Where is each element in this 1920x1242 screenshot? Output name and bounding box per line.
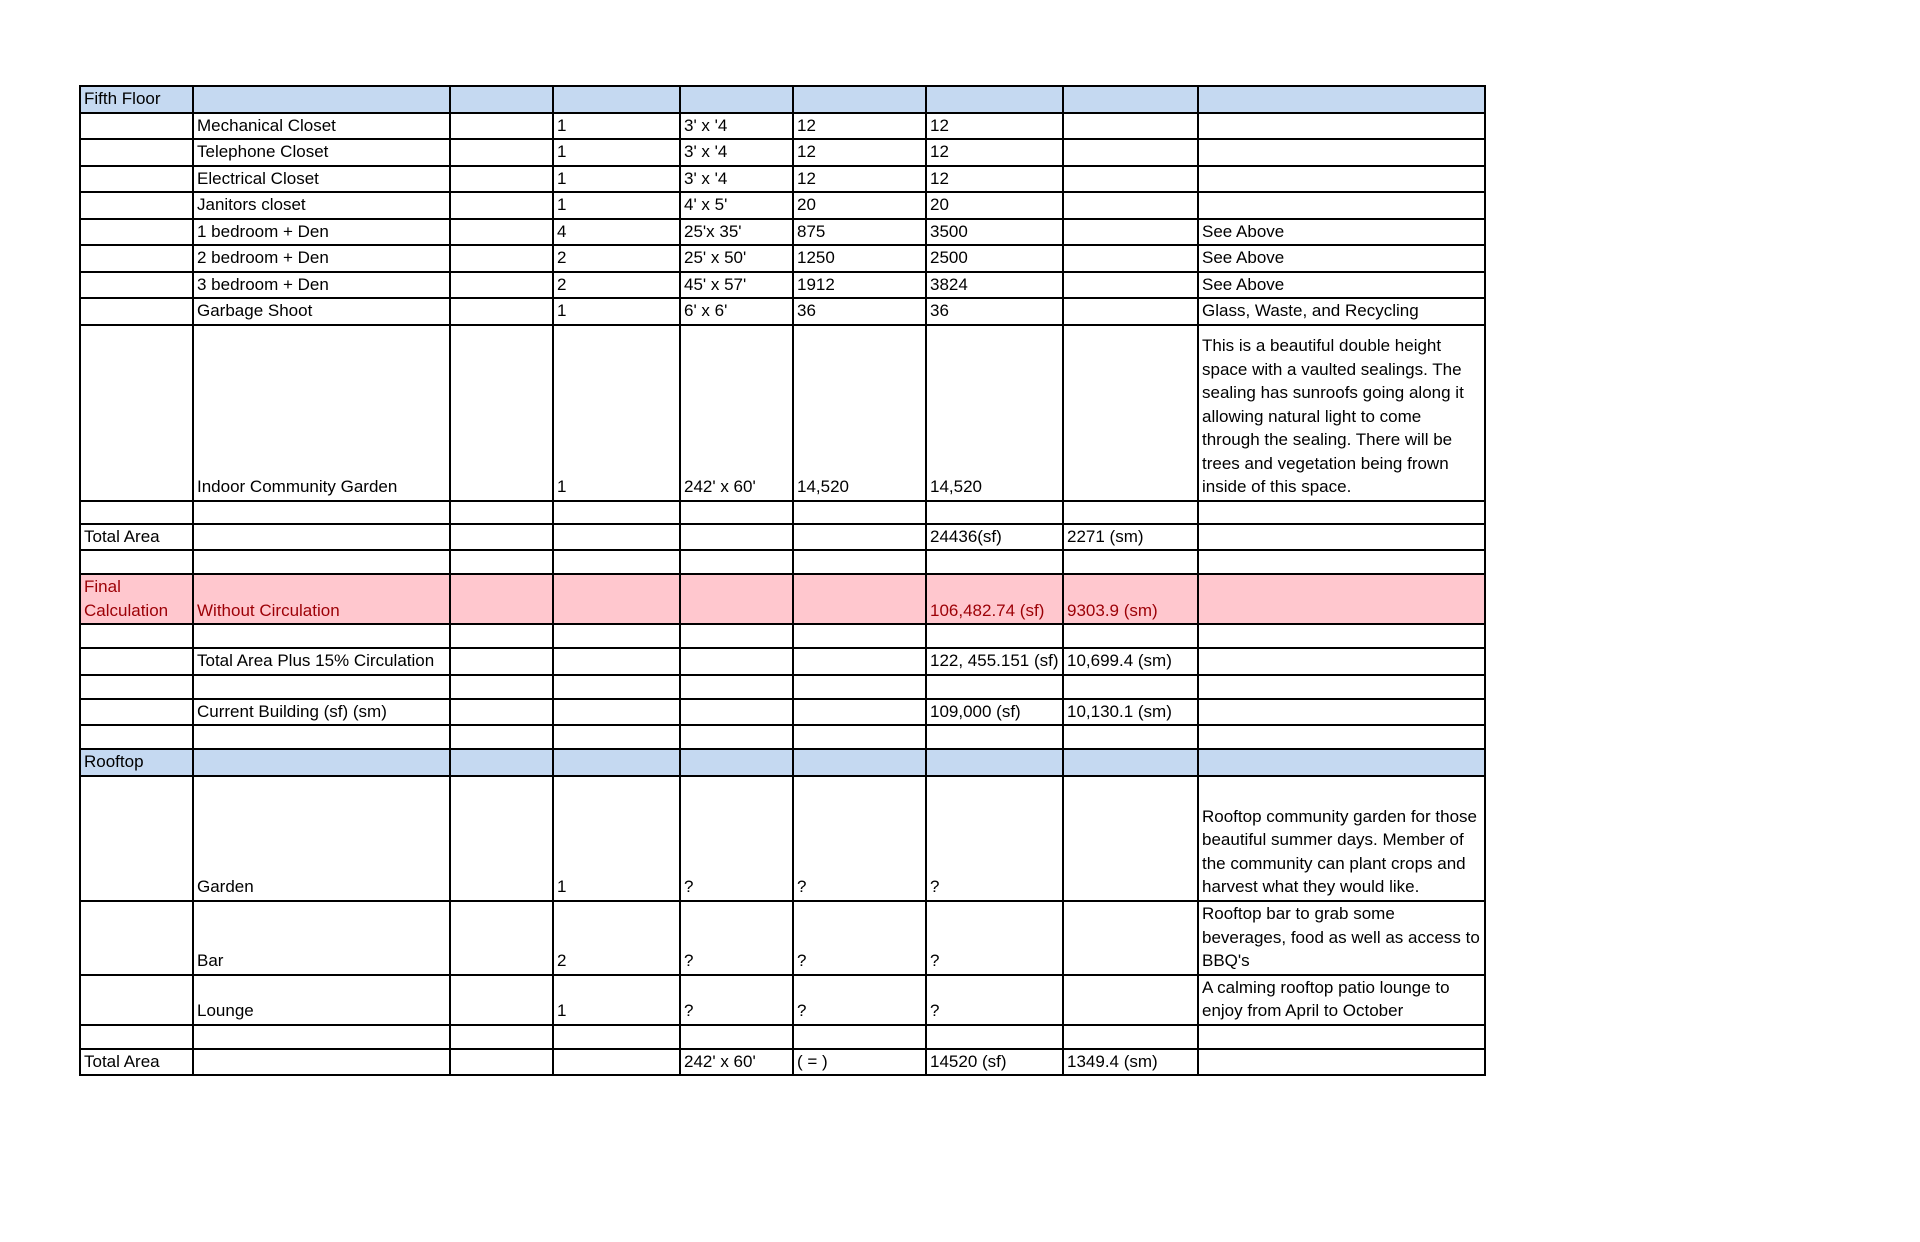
cell[interactable] (1063, 749, 1198, 776)
cell[interactable] (80, 166, 193, 193)
cell[interactable] (680, 699, 793, 726)
without-circulation-sm[interactable]: 9303.9 (sm) (1063, 574, 1198, 624)
cell[interactable] (680, 725, 793, 749)
section-header-fifth-floor (80, 86, 1485, 113)
cell[interactable] (80, 1025, 193, 1049)
note-cell[interactable] (1198, 192, 1485, 219)
note-cell[interactable]: This is a beautiful double height space with a vaulted sealings. The sealing has sunroofs going along it allowing natural light to come through the sealing. There will be trees and vegetation being frown inside of this space. (1198, 325, 1485, 501)
total-area-cell[interactable]: 36 (926, 298, 1063, 325)
total-area-cell[interactable]: 3500 (926, 219, 1063, 246)
unit-area-cell[interactable]: ? (793, 975, 926, 1025)
cell[interactable] (1198, 675, 1485, 699)
without-circulation-label[interactable]: Without Circulation (193, 574, 450, 624)
room-name-cell[interactable]: Telephone Closet (193, 139, 450, 166)
cell[interactable] (1063, 501, 1198, 524)
cell[interactable] (450, 725, 553, 749)
dimensions-cell[interactable]: 45' x 57' (680, 272, 793, 299)
dimensions-cell[interactable]: 242' x 60' (680, 1049, 793, 1076)
empty-row (80, 501, 1485, 524)
cell[interactable] (193, 86, 450, 113)
cell[interactable] (450, 113, 553, 140)
unit-area-cell[interactable]: ? (793, 901, 926, 975)
section-header-rooftop (80, 749, 1485, 776)
cell[interactable] (1063, 86, 1198, 113)
cell[interactable] (793, 699, 926, 726)
cell[interactable] (450, 675, 553, 699)
cell[interactable] (926, 1025, 1063, 1049)
table-row (80, 192, 1485, 219)
cell[interactable] (926, 501, 1063, 524)
cell[interactable] (1063, 725, 1198, 749)
cell[interactable] (80, 501, 193, 524)
cell[interactable] (553, 749, 680, 776)
cell[interactable] (80, 648, 193, 675)
cell[interactable] (450, 1025, 553, 1049)
unit-area-cell[interactable]: 1250 (793, 245, 926, 272)
room-name-cell[interactable]: 3 bedroom + Den (193, 272, 450, 299)
square-meters-cell[interactable] (1063, 113, 1198, 140)
cell[interactable] (680, 675, 793, 699)
cell[interactable] (1198, 574, 1485, 624)
cell[interactable] (80, 624, 193, 648)
cell[interactable] (193, 1049, 450, 1076)
unit-area-cell[interactable] (793, 524, 926, 551)
quantity-cell[interactable]: 2 (553, 245, 680, 272)
cell[interactable] (193, 749, 450, 776)
circulation-sf[interactable]: 122, 455.151 (sf) (926, 648, 1063, 675)
unit-area-cell[interactable]: ? (793, 776, 926, 901)
cell[interactable] (553, 675, 680, 699)
cell[interactable] (1198, 1049, 1485, 1076)
total-area-row (80, 1049, 1485, 1076)
total-sm-cell[interactable]: 2271 (sm) (1063, 524, 1198, 551)
cell[interactable] (793, 501, 926, 524)
cell[interactable] (926, 749, 1063, 776)
section-title[interactable]: Rooftop (80, 749, 193, 776)
cell[interactable] (1198, 648, 1485, 675)
square-meters-cell[interactable] (1063, 245, 1198, 272)
note-cell[interactable] (1198, 166, 1485, 193)
cell[interactable] (680, 574, 793, 624)
dimensions-cell[interactable]: ? (680, 975, 793, 1025)
square-meters-cell[interactable] (1063, 192, 1198, 219)
cell[interactable] (80, 298, 193, 325)
unit-area-cell[interactable]: 12 (793, 113, 926, 140)
cell[interactable] (193, 1025, 450, 1049)
cell[interactable] (450, 192, 553, 219)
cell[interactable] (793, 648, 926, 675)
total-area-cell[interactable]: 12 (926, 113, 1063, 140)
quantity-cell[interactable]: 1 (553, 298, 680, 325)
cell[interactable] (680, 648, 793, 675)
cell[interactable] (926, 725, 1063, 749)
empty-row (80, 550, 1485, 574)
cell[interactable] (80, 139, 193, 166)
square-meters-cell[interactable] (1063, 166, 1198, 193)
room-name-cell[interactable]: 2 bedroom + Den (193, 245, 450, 272)
dimensions-cell[interactable]: ? (680, 901, 793, 975)
note-cell[interactable]: Rooftop community garden for those beautiful summer days. Member of the community can plant crops and harvest what they would like. (1198, 776, 1485, 901)
total-sf-cell[interactable]: 24436(sf) (926, 524, 1063, 551)
table-row (80, 901, 1485, 975)
room-name-cell[interactable]: Indoor Community Garden (193, 325, 450, 501)
cell[interactable] (553, 501, 680, 524)
total-area-cell[interactable]: 12 (926, 139, 1063, 166)
dimensions-cell[interactable]: 25'x 35' (680, 219, 793, 246)
cell[interactable] (1198, 501, 1485, 524)
table-row (80, 298, 1485, 325)
quantity-cell[interactable]: 2 (553, 901, 680, 975)
table-row (80, 245, 1485, 272)
cell[interactable] (80, 272, 193, 299)
current-building-sm[interactable]: 10,130.1 (sm) (1063, 699, 1198, 726)
square-meters-cell[interactable] (1063, 219, 1198, 246)
cell[interactable] (680, 1025, 793, 1049)
square-meters-cell[interactable] (1063, 298, 1198, 325)
note-cell[interactable]: See Above (1198, 245, 1485, 272)
cell[interactable] (193, 624, 450, 648)
cell[interactable] (1063, 675, 1198, 699)
total-area-cell[interactable]: 3824 (926, 272, 1063, 299)
empty-row (80, 1025, 1485, 1049)
circulation-row (80, 648, 1485, 675)
note-cell[interactable] (1198, 113, 1485, 140)
unit-area-cell[interactable]: 20 (793, 192, 926, 219)
square-meters-cell[interactable] (1063, 325, 1198, 501)
quantity-cell[interactable]: 1 (553, 139, 680, 166)
square-meters-cell[interactable] (1063, 901, 1198, 975)
cell[interactable] (450, 749, 553, 776)
cell[interactable] (1063, 550, 1198, 574)
table-row (80, 975, 1485, 1025)
table-row (80, 139, 1485, 166)
cell[interactable] (1198, 524, 1485, 551)
dimensions-cell[interactable]: 4' x 5' (680, 192, 793, 219)
cell[interactable] (80, 245, 193, 272)
quantity-cell[interactable]: 1 (553, 975, 680, 1025)
cell[interactable] (450, 975, 553, 1025)
cell[interactable] (1198, 725, 1485, 749)
cell[interactable] (80, 975, 193, 1025)
total-area-cell[interactable]: ? (926, 901, 1063, 975)
cell[interactable] (193, 550, 450, 574)
cell[interactable] (926, 675, 1063, 699)
cell[interactable] (450, 325, 553, 501)
cell[interactable] (553, 1025, 680, 1049)
cell[interactable] (793, 86, 926, 113)
cell[interactable] (80, 113, 193, 140)
quantity-cell[interactable]: 1 (553, 192, 680, 219)
dimensions-cell[interactable] (680, 524, 793, 551)
cell[interactable] (80, 776, 193, 901)
total-sf-cell[interactable]: 14520 (sf) (926, 1049, 1063, 1076)
cell[interactable] (450, 624, 553, 648)
note-cell[interactable] (1198, 139, 1485, 166)
cell[interactable] (1198, 699, 1485, 726)
total-area-cell[interactable]: 2500 (926, 245, 1063, 272)
cell[interactable] (553, 574, 680, 624)
note-cell[interactable]: A calming rooftop patio lounge to enjoy from April to October (1198, 975, 1485, 1025)
total-area-row (80, 524, 1485, 551)
cell[interactable] (793, 749, 926, 776)
cell[interactable] (553, 725, 680, 749)
table-row (80, 113, 1485, 140)
dimensions-cell[interactable]: 242' x 60' (680, 325, 793, 501)
total-area-cell[interactable]: 12 (926, 166, 1063, 193)
quantity-cell[interactable]: 1 (553, 113, 680, 140)
cell[interactable] (553, 550, 680, 574)
cell[interactable] (1198, 749, 1485, 776)
total-area-cell[interactable]: 20 (926, 192, 1063, 219)
unit-area-cell[interactable]: 12 (793, 166, 926, 193)
cell[interactable] (450, 86, 553, 113)
cell[interactable] (553, 624, 680, 648)
cell[interactable] (450, 550, 553, 574)
cell[interactable] (926, 550, 1063, 574)
cell[interactable] (450, 219, 553, 246)
cell[interactable] (450, 272, 553, 299)
cell[interactable] (193, 501, 450, 524)
cell[interactable] (680, 501, 793, 524)
cell[interactable] (80, 325, 193, 501)
cell[interactable] (553, 524, 680, 551)
square-meters-cell[interactable] (1063, 975, 1198, 1025)
cell[interactable] (450, 574, 553, 624)
dimensions-cell[interactable]: 3' x '4 (680, 166, 793, 193)
table-row (80, 325, 1485, 501)
total-area-cell[interactable]: ? (926, 975, 1063, 1025)
unit-area-cell[interactable]: 36 (793, 298, 926, 325)
current-building-label[interactable]: Current Building (sf) (sm) (193, 699, 450, 726)
cell[interactable] (680, 624, 793, 648)
note-cell[interactable]: See Above (1198, 219, 1485, 246)
table-row (80, 219, 1485, 246)
quantity-cell[interactable]: 1 (553, 325, 680, 501)
empty-row (80, 675, 1485, 699)
circulation-label[interactable]: Total Area Plus 15% Circulation (193, 648, 450, 675)
cell[interactable] (793, 675, 926, 699)
square-meters-cell[interactable] (1063, 272, 1198, 299)
cell[interactable] (553, 86, 680, 113)
room-name-cell[interactable]: Electrical Closet (193, 166, 450, 193)
total-area-cell[interactable]: ? (926, 776, 1063, 901)
cell[interactable] (80, 699, 193, 726)
cell[interactable] (450, 524, 553, 551)
cell[interactable] (793, 574, 926, 624)
unit-area-cell[interactable]: 1912 (793, 272, 926, 299)
cell[interactable] (193, 725, 450, 749)
cell[interactable] (793, 725, 926, 749)
cell[interactable] (553, 1049, 680, 1076)
cell[interactable] (80, 219, 193, 246)
cell[interactable] (193, 524, 450, 551)
cell[interactable] (450, 298, 553, 325)
total-sm-cell[interactable]: 1349.4 (sm) (1063, 1049, 1198, 1076)
final-calculation-row (80, 574, 1485, 624)
unit-area-cell[interactable]: 12 (793, 139, 926, 166)
cell[interactable] (450, 166, 553, 193)
cell[interactable] (1198, 1025, 1485, 1049)
total-label-cell[interactable]: Total Area (80, 1049, 193, 1076)
table-row (80, 776, 1485, 901)
unit-area-cell[interactable]: 14,520 (793, 325, 926, 501)
cell[interactable] (450, 699, 553, 726)
cell[interactable] (80, 550, 193, 574)
quantity-cell[interactable]: 1 (553, 776, 680, 901)
cell[interactable] (450, 245, 553, 272)
cell[interactable] (80, 192, 193, 219)
total-label-cell[interactable]: Total Area (80, 524, 193, 551)
dimensions-cell[interactable]: 25' x 50' (680, 245, 793, 272)
quantity-cell[interactable]: 1 (553, 166, 680, 193)
room-name-cell[interactable]: 1 bedroom + Den (193, 219, 450, 246)
cell[interactable] (193, 675, 450, 699)
cell[interactable] (553, 648, 680, 675)
room-name-cell[interactable]: Mechanical Closet (193, 113, 450, 140)
cell[interactable] (450, 501, 553, 524)
cell[interactable] (450, 648, 553, 675)
square-meters-cell[interactable] (1063, 139, 1198, 166)
cell[interactable] (793, 550, 926, 574)
cell[interactable] (1063, 1025, 1198, 1049)
unit-area-cell[interactable]: 875 (793, 219, 926, 246)
cell[interactable] (1198, 624, 1485, 648)
quantity-cell[interactable]: 2 (553, 272, 680, 299)
cell[interactable] (80, 725, 193, 749)
total-area-cell[interactable]: 14,520 (926, 325, 1063, 501)
table-row (80, 166, 1485, 193)
cell[interactable] (680, 550, 793, 574)
cell[interactable] (80, 901, 193, 975)
note-cell[interactable]: Glass, Waste, and Recycling (1198, 298, 1485, 325)
spreadsheet-table (79, 85, 1486, 1076)
cell[interactable] (926, 624, 1063, 648)
without-circulation-sf[interactable]: 106,482.74 (sf) (926, 574, 1063, 624)
note-cell[interactable]: See Above (1198, 272, 1485, 299)
cell[interactable] (450, 139, 553, 166)
unit-area-cell[interactable]: ( = ) (793, 1049, 926, 1076)
cell[interactable] (680, 86, 793, 113)
note-cell[interactable]: Rooftop bar to grab some beverages, food as well as access to BBQ's (1198, 901, 1485, 975)
table-row (80, 272, 1485, 299)
circulation-sm[interactable]: 10,699.4 (sm) (1063, 648, 1198, 675)
dimensions-cell[interactable]: 3' x '4 (680, 113, 793, 140)
cell[interactable] (680, 749, 793, 776)
cell[interactable] (1198, 86, 1485, 113)
empty-row (80, 624, 1485, 648)
quantity-cell[interactable]: 4 (553, 219, 680, 246)
cell[interactable] (80, 675, 193, 699)
current-building-sf[interactable]: 109,000 (sf) (926, 699, 1063, 726)
square-meters-cell[interactable] (1063, 776, 1198, 901)
cell[interactable] (1198, 550, 1485, 574)
current-building-row (80, 699, 1485, 726)
room-name-cell[interactable]: Lounge (193, 975, 450, 1025)
room-name-cell[interactable]: Garden (193, 776, 450, 901)
dimensions-cell[interactable]: ? (680, 776, 793, 901)
cell[interactable] (553, 699, 680, 726)
section-title[interactable]: Fifth Floor (80, 86, 193, 113)
cell[interactable] (926, 86, 1063, 113)
dimensions-cell[interactable]: 3' x '4 (680, 139, 793, 166)
room-name-cell[interactable]: Janitors closet (193, 192, 450, 219)
cell[interactable] (793, 624, 926, 648)
cell[interactable] (450, 776, 553, 901)
room-name-cell[interactable]: Bar (193, 901, 450, 975)
cell[interactable] (1063, 624, 1198, 648)
cell[interactable] (793, 1025, 926, 1049)
dimensions-cell[interactable]: 6' x 6' (680, 298, 793, 325)
cell[interactable] (450, 1049, 553, 1076)
final-calculation-label[interactable]: Final Calculation (80, 574, 193, 624)
room-name-cell[interactable]: Garbage Shoot (193, 298, 450, 325)
cell[interactable] (450, 901, 553, 975)
empty-row (80, 725, 1485, 749)
